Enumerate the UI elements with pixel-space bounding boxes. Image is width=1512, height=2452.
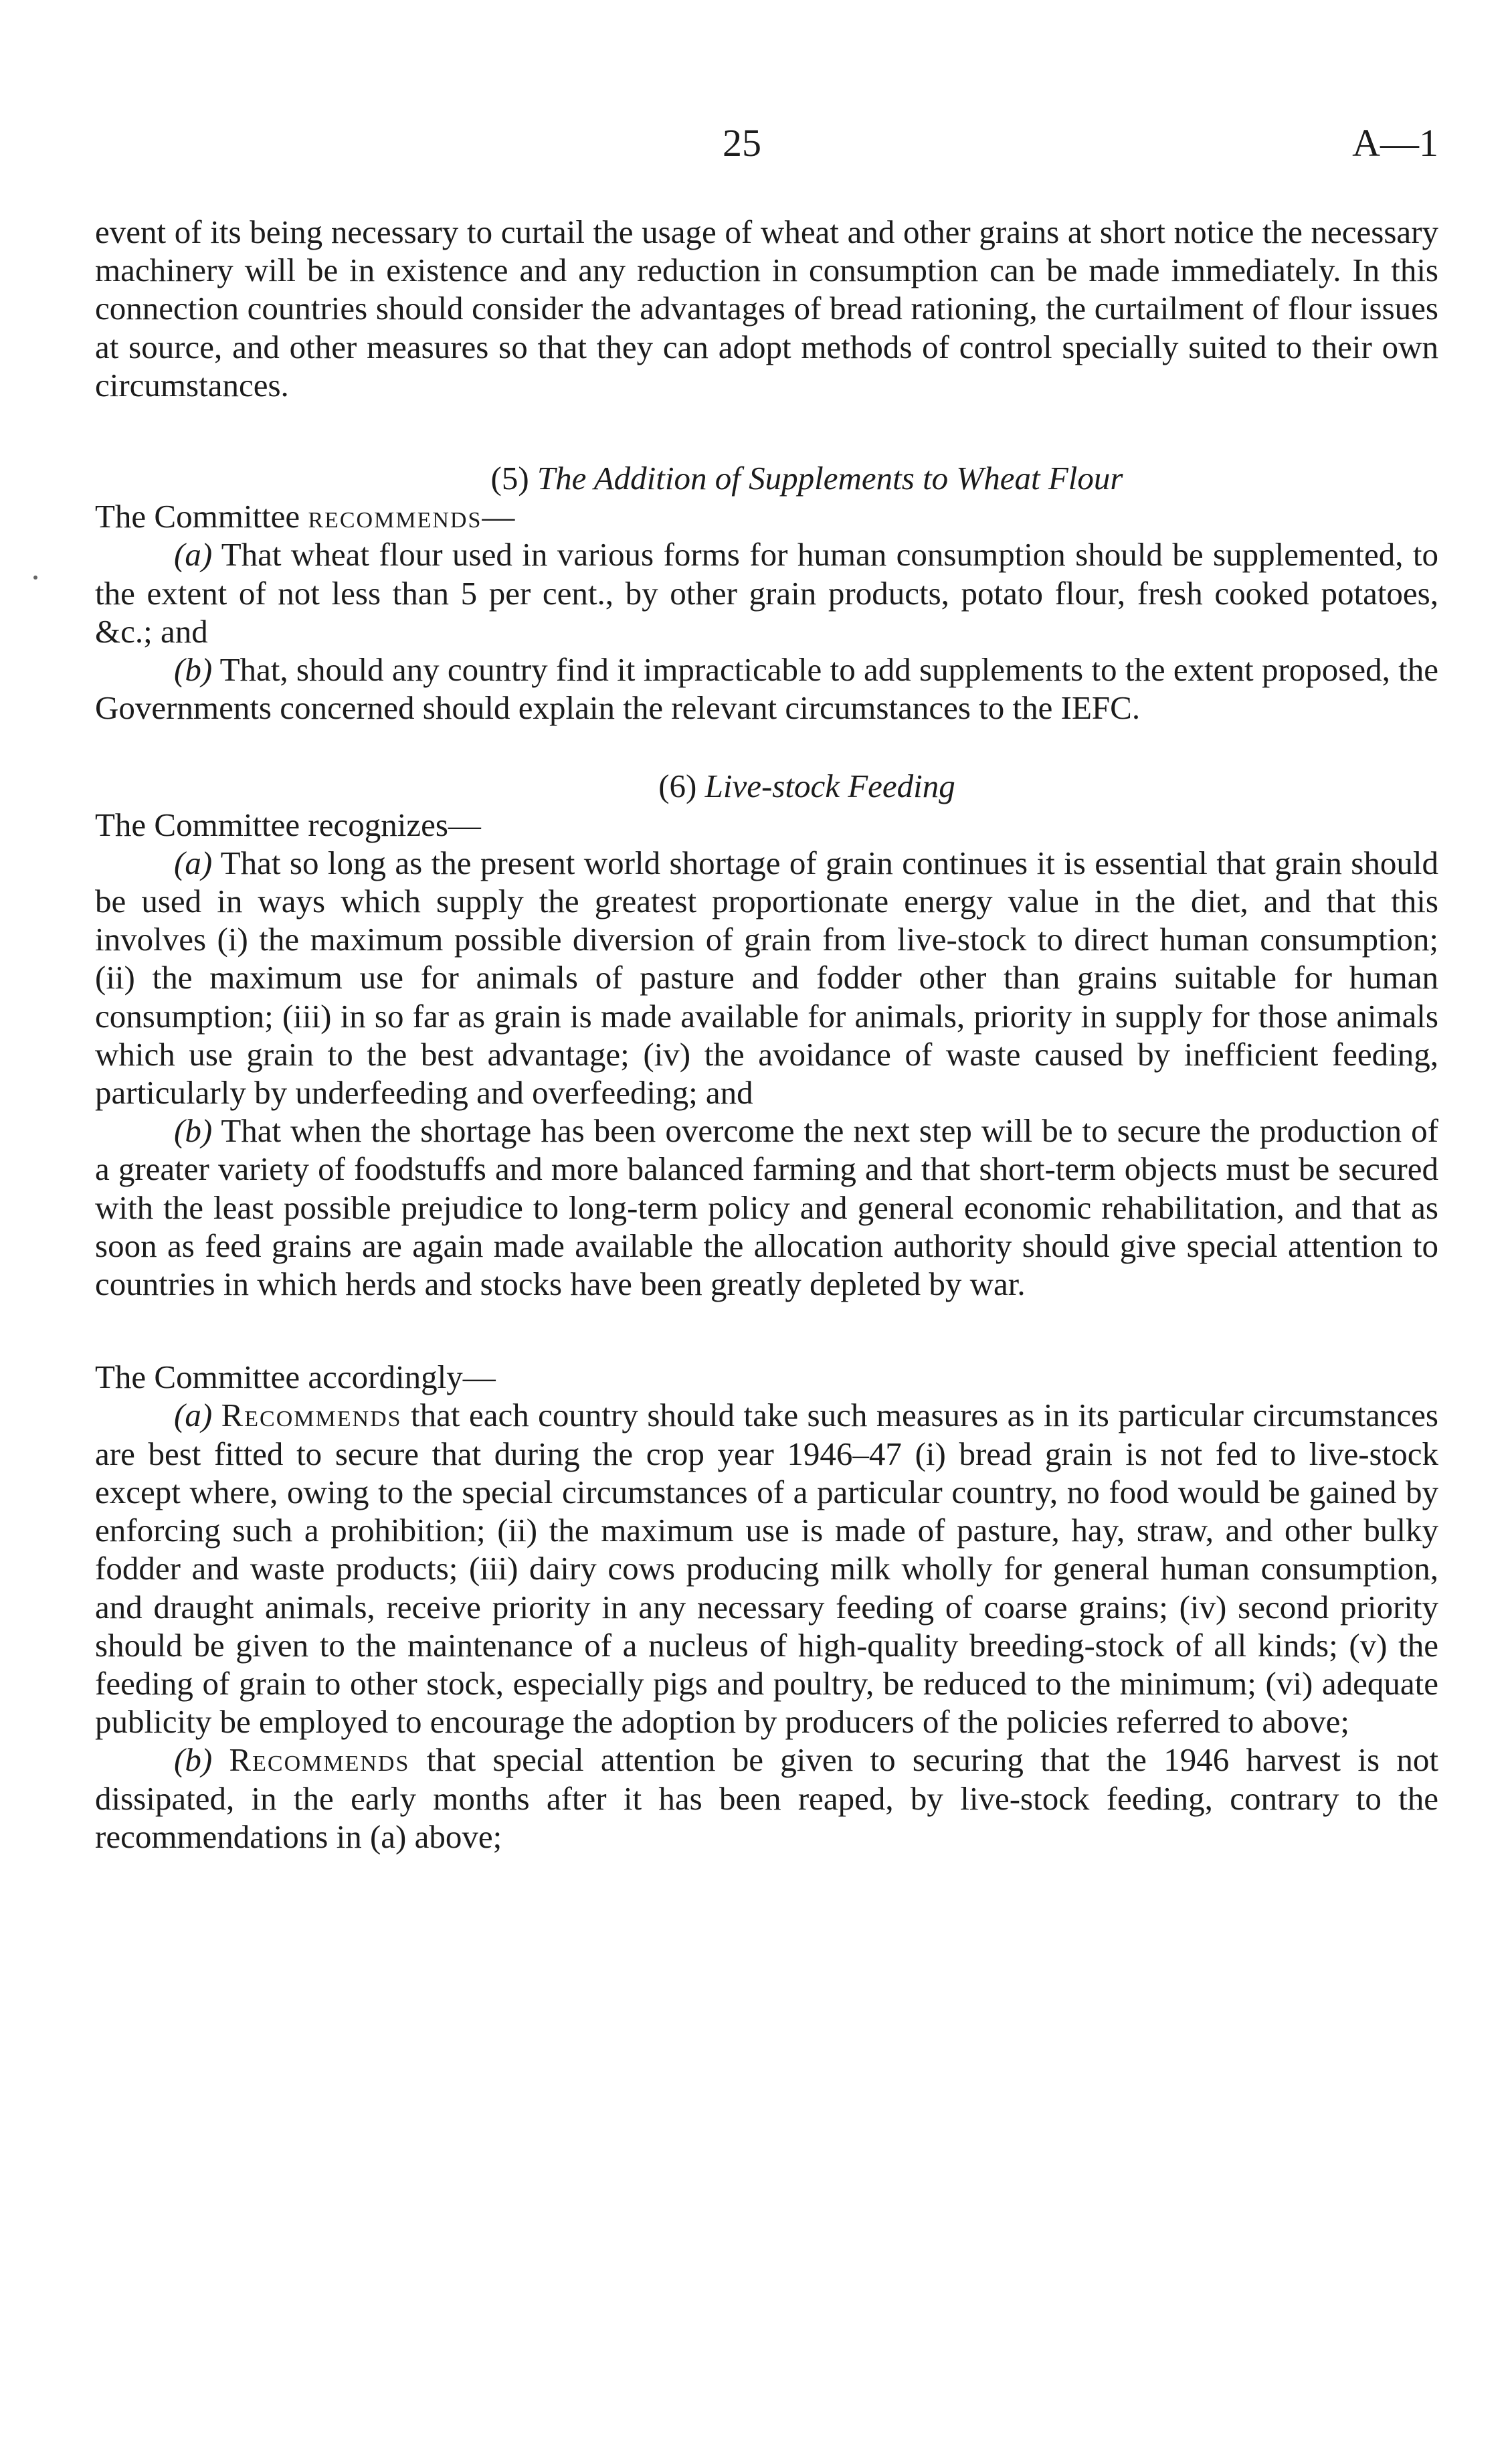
section-5-item-a xyxy=(95,535,1438,650)
body-text xyxy=(95,213,1438,1856)
spacer xyxy=(95,404,1438,459)
section-6-item-a-text: That so long as the present world shortage of grain continues it is essential that grain should be used in ways which supply the greatest proportionate energy value in the diet, and that this involves (i) the maximum possible diversion of grain from live-stock to direct human consumption; (ii) the maximum use for animals of pasture and fodder other than grains suitable for human consumption; (iii) in so far as grain is made available for animals, priority in supply for those animals which use grain to the best advantage; (iv) the avoidance of waste caused by inefficient feeding, particularly by underfeeding and overfeeding; and xyxy=(95,844,1438,1112)
accordingly-item-a-label: (a) xyxy=(174,1397,213,1434)
section-6-item-a-label: (a) xyxy=(174,844,213,881)
section-5-item-a-text: That wheat flour used in various forms for human consumption should be supplemented, to the extent of not less than 5 per cent., by other grain products, potato flour, fresh cooked potatoes, &c.; and xyxy=(95,536,1438,650)
section-5-item-b-text: That, should any country find it impracticable to add supplements to the extent proposed, the Governments concerned should explain the relevant circumstances to the IEFC. xyxy=(95,651,1438,727)
section-6-number: (6) xyxy=(658,768,697,805)
section-6-title: Live-stock Feeding xyxy=(704,768,955,805)
section-5-item-b xyxy=(95,650,1438,727)
section-6-item-b-text: That when the shortage has been overcome the next step will be to secure the production of a greater variety of foodstuffs and more balanced farming and that short-term objects must be secured with the least possible prejudice to long-term policy and general economic rehabilitation, and that as soon as feed grains are again made available the allocation authority should give special attention to countries in which herds and stocks have been greatly depleted by war. xyxy=(95,1112,1438,1303)
section-5-heading xyxy=(95,459,1438,497)
section-6-item-b xyxy=(95,1112,1438,1303)
section-5-item-a-label: (a) xyxy=(174,536,213,574)
section-6-item-b-label: (b) xyxy=(174,1112,213,1150)
accordingly-item-a-text: that each country should take such measures as in its particular circumstances are best fitted to secure that during the crop year 1946–47 (i) bread grain is not fed to live-stock except where, owing to the special circumstances of a particular country, no food would be gained by enforcing such a prohibition; (ii) the maximum use is made of pasture, hay, straw, and other bulky fodder and waste products; (iii) dairy cows producing milk wholly for general human consumption, and draught animals, receive priority in any necessary feeding of coarse grains; (iv) second priority should be given to the maintenance of a nucleus of high-quality breeding-stock of all kinds; (v) the feeding of grain to other stock, especially pigs and poultry, be reduced to the minimum; (vi) adequate publicity be employed to encourage the adoption by producers of the policies referred to above; xyxy=(95,1397,1438,1741)
section-6-lead: The Committee recognizes— xyxy=(95,806,481,843)
accordingly-item-a-keyword: Recommends xyxy=(221,1397,402,1434)
accordingly-item-b-text: that special attention be given to securing that the 1946 harvest is not dissipated, in the early months after it has been reaped, by live-stock feeding, contrary to the recommendations in (a) above; xyxy=(95,1741,1438,1855)
section-5-number: (5) xyxy=(490,460,529,497)
intro-paragraph: event of its being necessary to curtail the usage of wheat and other grains at short notice the necessary machinery will be in existence and any reduction in consumption can be made immediately. In this connection countries should consider the advantages of bread rationing, the curtailment of flour issues at source, and other measures so that they can adopt methods of control specially suited to their own circumstances. xyxy=(95,213,1438,404)
accordingly-item-b xyxy=(95,1741,1438,1856)
page-number: 25 xyxy=(723,121,761,165)
section-5-title: The Addition of Supplements to Wheat Flour xyxy=(537,460,1123,497)
section-6-item-a xyxy=(95,844,1438,1112)
accordingly-item-b-label: (b) xyxy=(174,1741,213,1779)
accordingly-item-b-keyword: Recommends xyxy=(229,1741,410,1779)
document-reference: A—1 xyxy=(1352,121,1438,165)
section-5-lead-prefix: The Committee xyxy=(95,498,300,535)
spacer xyxy=(95,727,1438,767)
page-header xyxy=(0,120,1512,174)
section-5-lead xyxy=(95,497,1438,535)
section-6-heading xyxy=(95,767,1438,805)
spacer xyxy=(95,1303,1438,1358)
margin-dot xyxy=(33,576,37,580)
section-5-lead-suffix: — xyxy=(482,498,515,535)
accordingly-item-a xyxy=(95,1396,1438,1741)
section-5-item-b-label: (b) xyxy=(174,651,213,689)
accordingly-lead: The Committee accordingly— xyxy=(95,1359,496,1396)
section-5-lead-keyword: recommends xyxy=(308,498,482,535)
